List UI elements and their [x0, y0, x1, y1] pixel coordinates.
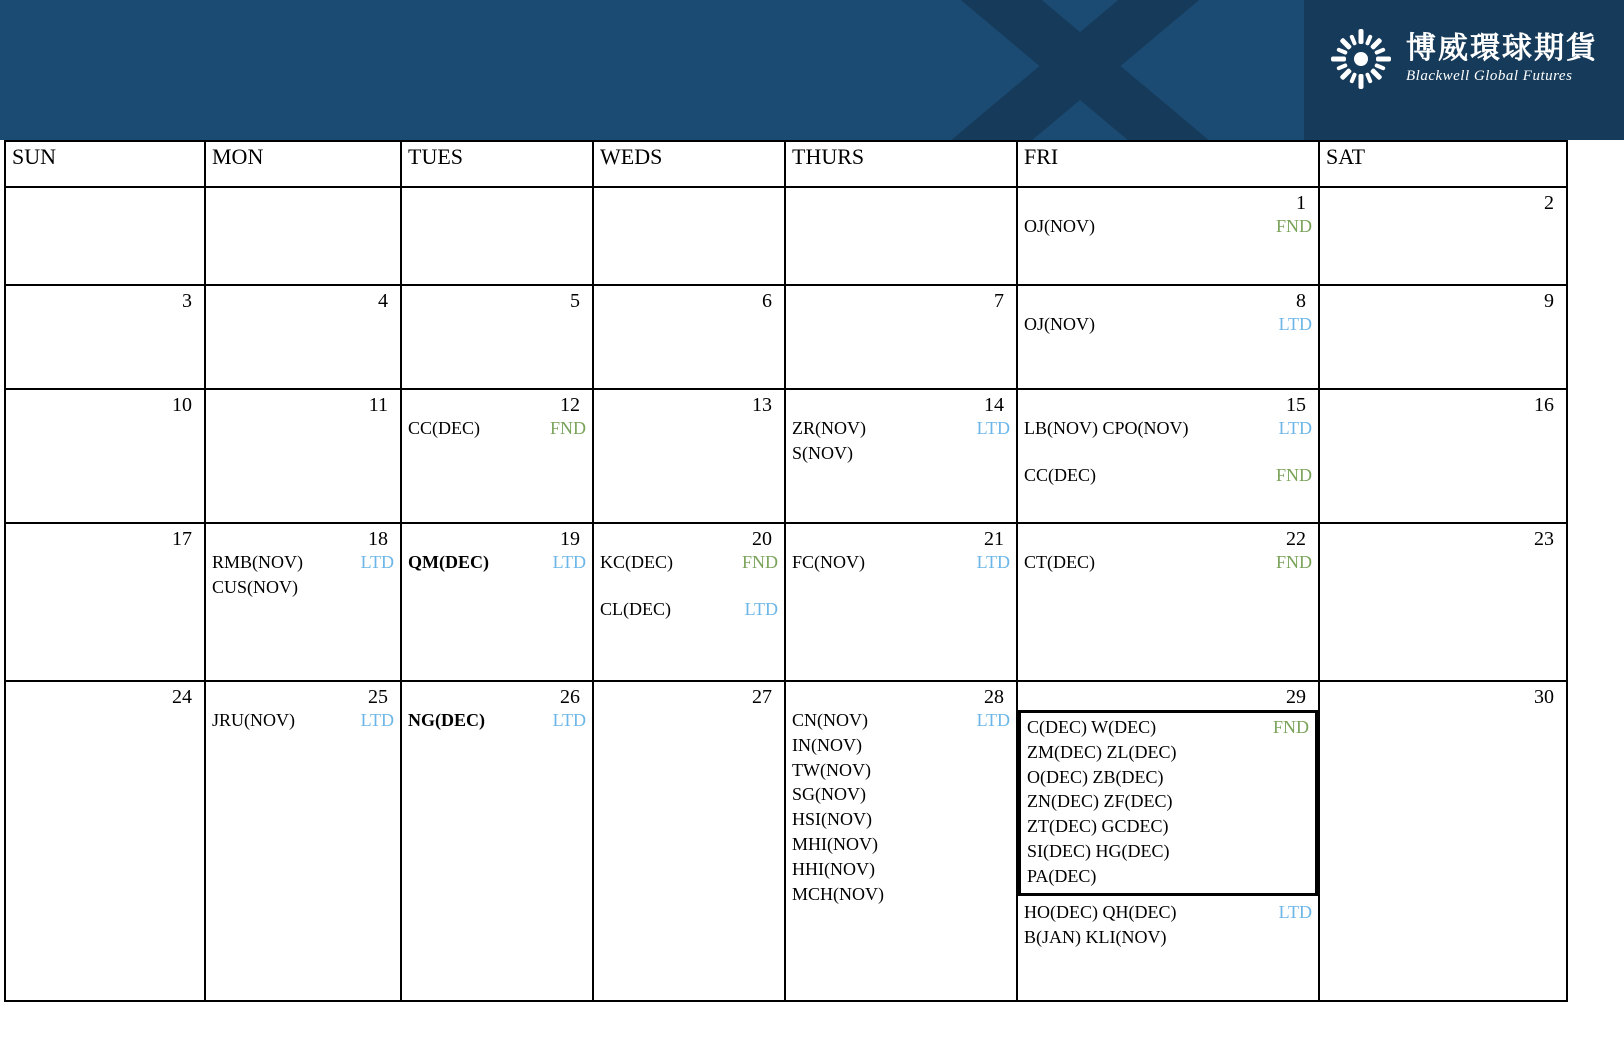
event-list	[1018, 550, 1318, 579]
calendar-event	[1027, 814, 1309, 839]
day-number: 18	[368, 528, 388, 550]
calendar-day-cell[interactable]	[5, 681, 205, 1001]
day-number: 9	[1544, 290, 1554, 312]
calendar-empty-cell[interactable]	[5, 187, 205, 285]
calendar-event	[1024, 416, 1312, 441]
calendar-event	[408, 708, 586, 733]
calendar-event	[792, 782, 1010, 807]
calendar-day-cell[interactable]	[785, 681, 1017, 1001]
event-codes: SG(NOV)	[792, 784, 866, 805]
calendar-event	[792, 832, 1010, 857]
calendar-day-cell[interactable]	[593, 389, 785, 523]
calendar-day-cell[interactable]	[205, 523, 401, 681]
event-list	[206, 708, 400, 737]
calendar-empty-cell[interactable]	[401, 187, 593, 285]
calendar-day-cell[interactable]	[1017, 389, 1319, 523]
calendar-day-cell[interactable]	[1017, 681, 1319, 1001]
calendar-event	[1027, 715, 1309, 740]
banner-x-graphic	[960, 0, 1190, 140]
calendar-event	[600, 597, 778, 622]
weekday-header-tues: TUES	[401, 141, 593, 187]
header-banner	[0, 0, 1624, 140]
event-codes: TW(NOV)	[792, 759, 871, 780]
highlighted-event-group	[1018, 710, 1318, 896]
calendar-day-cell[interactable]	[401, 681, 593, 1001]
day-number: 1	[1296, 192, 1306, 214]
event-tag: LTD	[1278, 418, 1312, 438]
calendar-event	[792, 882, 1010, 907]
event-codes: S(NOV)	[792, 442, 853, 463]
day-number	[786, 188, 1016, 192]
calendar-event	[1027, 765, 1309, 790]
event-codes: FC(NOV)	[792, 552, 866, 572]
event-list	[1018, 416, 1318, 492]
calendar-event	[1024, 925, 1312, 950]
event-tag: LTD	[1278, 314, 1312, 334]
day-number: 27	[752, 686, 772, 708]
logo-burst-icon	[1330, 28, 1392, 90]
calendar-event	[1024, 214, 1312, 239]
event-codes: ZT(DEC) GCDEC)	[1027, 816, 1169, 837]
event-codes: OJ(NOV)	[1024, 314, 1095, 334]
event-codes: JRU(NOV)	[212, 710, 295, 730]
calendar-event	[212, 575, 394, 600]
day-number: 4	[378, 290, 388, 312]
calendar-day-cell[interactable]	[5, 389, 205, 523]
calendar-event	[792, 758, 1010, 783]
calendar-event	[792, 807, 1010, 832]
calendar-event	[792, 416, 1010, 441]
weekday-header-sat: SAT	[1319, 141, 1567, 187]
calendar-day-cell[interactable]	[1319, 681, 1567, 1001]
calendar-empty-cell[interactable]	[785, 187, 1017, 285]
event-codes: IN(NOV)	[792, 734, 862, 755]
calendar-event	[1027, 864, 1309, 889]
calendar-event	[1024, 463, 1312, 488]
event-list	[786, 550, 1016, 579]
calendar-day-cell[interactable]	[593, 681, 785, 1001]
day-number	[206, 188, 400, 192]
event-list	[1018, 312, 1318, 341]
day-number: 7	[994, 290, 1004, 312]
calendar-event	[1024, 900, 1312, 925]
event-codes: O(DEC) ZB(DEC)	[1027, 766, 1164, 787]
calendar-week-row	[5, 389, 1567, 523]
day-number: 16	[1534, 394, 1554, 416]
calendar-day-cell[interactable]	[1017, 187, 1319, 285]
event-spacer	[600, 575, 778, 597]
event-codes: PA(DEC)	[1027, 865, 1097, 886]
day-number	[402, 188, 592, 192]
brand-name-en: Blackwell Global Futures	[1406, 67, 1573, 84]
event-list	[402, 550, 592, 579]
calendar-day-cell[interactable]	[1319, 389, 1567, 523]
event-list	[402, 708, 592, 737]
day-number: 19	[560, 528, 580, 550]
event-tag: FND	[1275, 552, 1312, 572]
calendar-week-row	[5, 285, 1567, 389]
event-list	[594, 550, 784, 626]
calendar-day-cell[interactable]	[205, 285, 401, 389]
event-codes: CC(DEC)	[1024, 464, 1096, 485]
event-tag: LTD	[360, 710, 394, 730]
calendar-event	[212, 550, 394, 575]
calendar-week-row	[5, 681, 1567, 1001]
calendar-event	[1024, 550, 1312, 575]
event-codes: LB(NOV) CPO(NOV)	[1024, 418, 1189, 438]
event-codes: ZN(DEC) ZF(DEC)	[1027, 791, 1173, 812]
event-list	[402, 416, 592, 445]
event-tag: LTD	[552, 552, 586, 572]
calendar-week-row	[5, 187, 1567, 285]
calendar-event	[792, 441, 1010, 466]
calendar-day-cell[interactable]	[1319, 187, 1567, 285]
calendar-day-cell[interactable]	[1319, 523, 1567, 681]
calendar-day-cell[interactable]	[785, 285, 1017, 389]
calendar-day-cell[interactable]	[401, 285, 593, 389]
weekday-header-row	[5, 141, 1567, 187]
event-codes: CT(DEC)	[1024, 552, 1095, 572]
event-codes: C(DEC) W(DEC)	[1027, 717, 1157, 737]
event-list-secondary	[1018, 896, 1318, 950]
event-codes: CUS(NOV)	[212, 576, 299, 597]
event-list	[786, 416, 1016, 470]
calendar-empty-cell[interactable]	[593, 187, 785, 285]
day-number: 12	[560, 394, 580, 416]
event-codes: ZM(DEC) ZL(DEC)	[1027, 741, 1177, 762]
calendar-day-cell[interactable]	[785, 389, 1017, 523]
calendar-event	[600, 550, 778, 575]
calendar-event	[1027, 839, 1309, 864]
event-tag: LTD	[360, 552, 394, 572]
day-number: 21	[984, 528, 1004, 550]
day-number: 15	[1286, 394, 1306, 416]
event-codes: HHI(NOV)	[792, 858, 875, 879]
calendar-event	[212, 708, 394, 733]
event-tag: FND	[1272, 717, 1309, 737]
day-number: 29	[1286, 686, 1306, 708]
day-number: 20	[752, 528, 772, 550]
calendar-day-cell[interactable]	[5, 285, 205, 389]
event-tag: LTD	[976, 710, 1010, 730]
day-number: 6	[762, 290, 772, 312]
event-tag: FND	[1275, 464, 1312, 485]
calendar-day-cell[interactable]	[205, 681, 401, 1001]
brand-logo	[1330, 28, 1598, 90]
day-number	[594, 188, 784, 192]
calendar-event	[1027, 740, 1309, 765]
day-number: 30	[1534, 686, 1554, 708]
calendar-day-cell[interactable]	[401, 389, 593, 523]
event-codes: CN(NOV)	[792, 710, 868, 730]
calendar-day-cell[interactable]	[5, 523, 205, 681]
brand-name-cn: 博威環球期貨	[1406, 31, 1598, 67]
calendar-event	[1024, 312, 1312, 337]
calendar-day-cell[interactable]	[785, 523, 1017, 681]
event-tag: FND	[741, 552, 778, 572]
event-codes: B(JAN) KLI(NOV)	[1024, 926, 1167, 947]
event-codes: CC(DEC)	[408, 418, 480, 438]
event-tag: LTD	[552, 710, 586, 730]
day-number: 8	[1296, 290, 1306, 312]
event-codes: MCH(NOV)	[792, 883, 884, 904]
event-codes: RMB(NOV)	[212, 552, 304, 572]
day-number: 22	[1286, 528, 1306, 550]
event-list	[1018, 214, 1318, 243]
event-tag: LTD	[1278, 901, 1312, 922]
calendar-event	[1027, 789, 1309, 814]
event-tag: LTD	[976, 418, 1010, 438]
day-number: 2	[1544, 192, 1554, 214]
calendar-day-cell[interactable]	[593, 523, 785, 681]
calendar-event	[792, 857, 1010, 882]
event-codes: HO(DEC) QH(DEC)	[1024, 901, 1177, 922]
event-tag: LTD	[744, 598, 778, 619]
event-codes: NG(DEC)	[408, 710, 485, 730]
weekday-header-thurs: THURS	[785, 141, 1017, 187]
calendar-event	[792, 708, 1010, 733]
day-number: 24	[172, 686, 192, 708]
event-codes: SI(DEC) HG(DEC)	[1027, 841, 1170, 862]
calendar-event	[408, 550, 586, 575]
day-number: 11	[368, 394, 388, 416]
calendar-day-cell[interactable]	[1319, 285, 1567, 389]
event-codes: MHI(NOV)	[792, 834, 878, 855]
day-number: 26	[560, 686, 580, 708]
day-number: 3	[182, 290, 192, 312]
calendar-event	[408, 416, 586, 441]
event-codes: QM(DEC)	[408, 552, 489, 572]
event-list	[206, 550, 400, 604]
weekday-header-fri: FRI	[1017, 141, 1319, 187]
event-codes: KC(DEC)	[600, 552, 673, 572]
event-codes: CL(DEC)	[600, 598, 671, 619]
event-codes: HSI(NOV)	[792, 809, 872, 830]
calendar-week-row	[5, 523, 1567, 681]
day-number: 25	[368, 686, 388, 708]
day-number: 13	[752, 394, 772, 416]
event-list	[786, 708, 1016, 911]
calendar-table	[4, 140, 1568, 1002]
event-tag: LTD	[976, 552, 1010, 572]
calendar-event	[792, 550, 1010, 575]
day-number: 17	[172, 528, 192, 550]
calendar-empty-cell[interactable]	[205, 187, 401, 285]
weekday-header-weds: WEDS	[593, 141, 785, 187]
weekday-header-mon: MON	[205, 141, 401, 187]
calendar-day-cell[interactable]	[593, 285, 785, 389]
calendar-day-cell[interactable]	[1017, 523, 1319, 681]
calendar-day-cell[interactable]	[205, 389, 401, 523]
day-number: 14	[984, 394, 1004, 416]
weekday-header-sun: SUN	[5, 141, 205, 187]
event-tag: FND	[549, 418, 586, 438]
day-number: 10	[172, 394, 192, 416]
event-codes: ZR(NOV)	[792, 418, 866, 438]
day-number: 28	[984, 686, 1004, 708]
calendar-day-cell[interactable]	[1017, 285, 1319, 389]
day-number	[6, 188, 204, 192]
day-number: 5	[570, 290, 580, 312]
calendar-day-cell[interactable]	[401, 523, 593, 681]
calendar-event	[792, 733, 1010, 758]
event-codes: OJ(NOV)	[1024, 216, 1095, 236]
day-number: 23	[1534, 528, 1554, 550]
event-spacer	[1024, 441, 1312, 463]
event-tag: FND	[1275, 216, 1312, 236]
